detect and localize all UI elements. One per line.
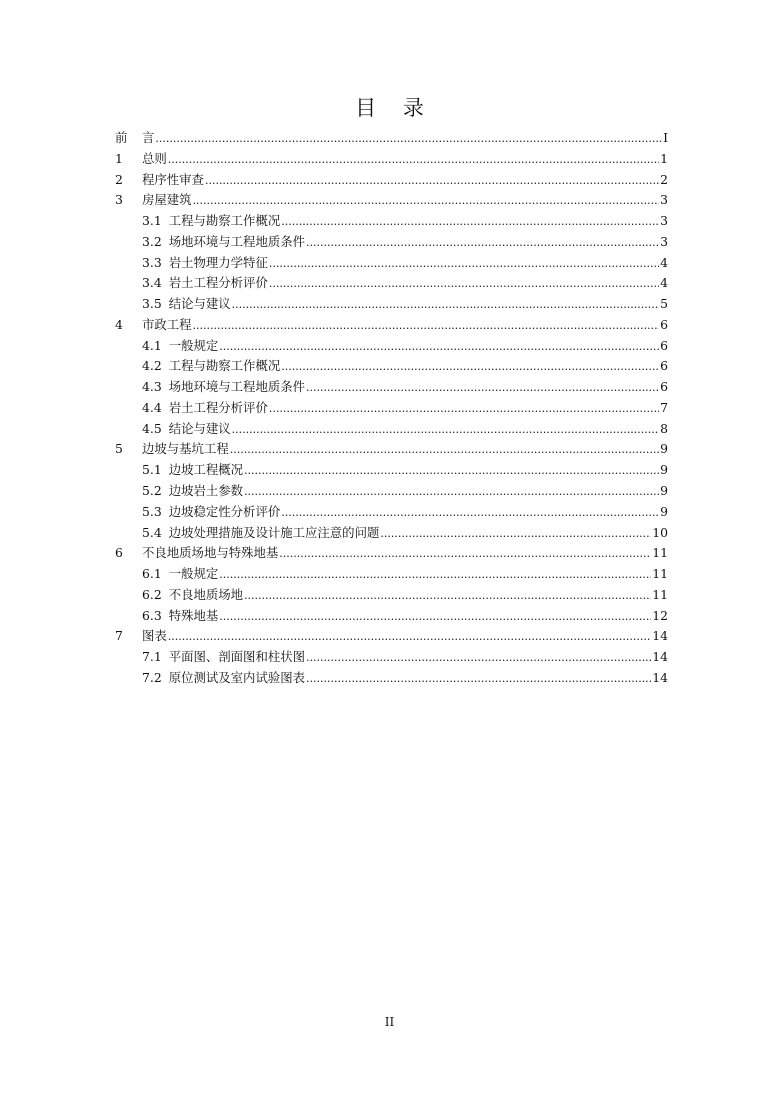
toc-entry[interactable] (115, 481, 668, 502)
toc-page-number: 10 (652, 524, 668, 540)
toc-label-text: 工程与勘察工作概况 (168, 213, 281, 229)
toc-section-number: 4.3 (142, 379, 162, 395)
toc-leader-dots (244, 585, 651, 607)
toc-section-number: 3.3 (142, 254, 162, 270)
toc-leader-dots (279, 543, 651, 565)
toc-label: 房屋建筑 (142, 192, 192, 208)
toc-entry[interactable] (115, 356, 668, 377)
toc-label: 程序性审查 (142, 171, 204, 187)
toc-section-number: 4.5 (142, 420, 162, 436)
toc-label-text: 不良地质场地 (168, 586, 244, 602)
toc-entry[interactable] (115, 647, 668, 668)
toc-page-number: 14 (652, 649, 668, 665)
toc-section-number: 6.3 (142, 607, 162, 623)
toc-top-number: 2 (115, 171, 123, 187)
toc-section-number: 6.2 (142, 586, 162, 602)
toc-label (142, 481, 243, 502)
toc-section-number: 3.4 (142, 275, 162, 291)
toc-entry[interactable] (115, 543, 668, 564)
toc-label (142, 502, 280, 523)
toc-section-number: 5.2 (142, 483, 162, 499)
toc-label-text: 岩土工程分析评价 (168, 399, 268, 415)
toc-entry[interactable] (115, 253, 668, 274)
toc-leader-dots (244, 481, 659, 503)
toc-entry[interactable] (115, 190, 668, 211)
toc-label (142, 253, 268, 274)
toc-entry[interactable] (115, 315, 668, 336)
toc-section-number: 4.1 (142, 337, 162, 353)
toc-section-number: 5.1 (142, 462, 162, 478)
toc-leader-dots (193, 315, 660, 337)
toc-leader-dots (306, 647, 651, 669)
toc-leader-dots (306, 232, 659, 254)
toc-leader-dots (219, 336, 659, 358)
toc-page-number: 3 (660, 233, 668, 249)
toc-label (142, 211, 280, 232)
toc-label: 边坡与基坑工程 (142, 441, 229, 457)
toc-leader-dots (281, 211, 659, 233)
toc-entry[interactable] (115, 377, 668, 398)
toc-top-number: 前 (115, 130, 128, 145)
toc-top-number: 6 (115, 545, 123, 561)
toc-page-number: 11 (652, 586, 668, 602)
toc-top-number: 7 (115, 628, 123, 644)
toc-page-number: 2 (660, 171, 668, 187)
toc-section-number: 5.4 (142, 524, 162, 540)
toc-page-number: 12 (652, 607, 668, 623)
toc-page-number: 4 (660, 275, 668, 291)
toc-page-number: 6 (660, 379, 668, 395)
toc-page-number: 6 (660, 358, 668, 374)
toc-label-text: 结论与建议 (168, 420, 231, 436)
toc-label (142, 564, 218, 585)
toc-section-number: 4.2 (142, 358, 162, 374)
toc-label-text: 边坡岩土参数 (168, 483, 244, 499)
toc-page-number: 1 (660, 150, 668, 166)
toc-label-text: 一般规定 (168, 337, 219, 353)
toc-page-number: 9 (660, 441, 668, 457)
toc-page-number: 6 (660, 337, 668, 353)
table-of-contents (115, 128, 668, 689)
toc-leader-dots (219, 606, 651, 628)
toc-entry[interactable] (115, 398, 668, 419)
toc-leader-dots (155, 128, 662, 150)
toc-section-number: 4.4 (142, 399, 162, 415)
toc-entry[interactable] (115, 439, 668, 460)
toc-entry[interactable] (115, 585, 668, 606)
toc-leader-dots (281, 502, 659, 524)
toc-section-number: 7.1 (142, 649, 162, 665)
toc-label-text: 结论与建议 (168, 296, 231, 312)
toc-label (142, 294, 231, 315)
toc-label-text: 岩土物理力学特征 (168, 254, 268, 270)
toc-section-number: 7.2 (142, 669, 162, 685)
toc-section-number: 3.5 (142, 296, 162, 312)
toc-entry[interactable] (115, 273, 668, 294)
toc-label: 不良地质场地与特殊地基 (142, 545, 279, 561)
toc-entry[interactable] (115, 128, 668, 149)
toc-label-text: 特殊地基 (168, 607, 219, 623)
toc-entry[interactable] (115, 211, 668, 232)
toc-entry[interactable] (115, 336, 668, 357)
toc-leader-dots (269, 398, 659, 420)
toc-label: 市政工程 (142, 316, 192, 332)
toc-section-number: 5.3 (142, 503, 162, 519)
toc-label-text: 场地环境与工程地质条件 (168, 379, 306, 395)
toc-label-text: 边坡处理措施及设计施工应注意的问题 (168, 524, 380, 540)
toc-page-number: 11 (652, 545, 668, 561)
toc-page-number: 9 (660, 462, 668, 478)
toc-label-text: 边坡稳定性分析评价 (168, 503, 281, 519)
toc-label-text: 场地环境与工程地质条件 (168, 233, 306, 249)
toc-leader-dots (168, 626, 651, 648)
toc-label (142, 232, 305, 253)
toc-label (142, 336, 218, 357)
toc-label (142, 647, 305, 668)
toc-section-number: 6.1 (142, 566, 162, 582)
toc-label: 总则 (142, 150, 167, 166)
toc-label-text: 原位测试及室内试验图表 (168, 669, 306, 685)
toc-page-number: 9 (660, 483, 668, 499)
toc-page-number: 8 (660, 420, 668, 436)
toc-label: 言 (142, 130, 155, 145)
toc-page-number: I (663, 130, 668, 145)
toc-leader-dots (230, 439, 659, 461)
toc-entry[interactable] (115, 502, 668, 523)
toc-page-number: 3 (660, 213, 668, 229)
toc-page-number: 5 (660, 296, 668, 312)
toc-leader-dots (269, 253, 659, 275)
toc-page-number: 3 (660, 192, 668, 208)
toc-page-number: 6 (660, 316, 668, 332)
toc-top-number: 1 (115, 150, 123, 166)
toc-leader-dots (281, 356, 659, 378)
toc-entry[interactable] (115, 170, 668, 191)
toc-top-number: 4 (115, 316, 123, 332)
toc-label-text: 岩土工程分析评价 (168, 275, 268, 291)
toc-leader-dots (232, 419, 659, 441)
toc-entry[interactable] (115, 294, 668, 315)
toc-leader-dots (219, 564, 651, 586)
toc-leader-dots (306, 377, 659, 399)
page-number: II (384, 1015, 395, 1029)
toc-entry[interactable] (115, 606, 668, 627)
toc-label-text: 平面图、剖面图和柱状图 (168, 649, 306, 665)
page-title: 目 录 (355, 96, 434, 120)
toc-entry[interactable] (115, 232, 668, 253)
toc-entry[interactable] (115, 564, 668, 585)
toc-label-text: 工程与勘察工作概况 (168, 358, 281, 374)
toc-leader-dots (269, 273, 659, 295)
toc-entry[interactable] (115, 419, 668, 440)
toc-label (142, 419, 231, 440)
toc-page-number: 11 (652, 566, 668, 582)
toc-entry[interactable] (115, 460, 668, 481)
toc-page-number: 7 (660, 399, 668, 415)
toc-leader-dots (232, 294, 659, 316)
toc-entry[interactable] (115, 149, 668, 170)
toc-page-number: 4 (660, 254, 668, 270)
toc-page-number: 14 (652, 628, 668, 644)
toc-top-number: 5 (115, 441, 123, 457)
toc-label (142, 356, 280, 377)
toc-page-number: 14 (652, 669, 668, 685)
toc-leader-dots (244, 460, 659, 482)
toc-label (142, 398, 268, 419)
toc-leader-dots (306, 668, 651, 690)
toc-leader-dots (205, 170, 659, 192)
toc-page-number: 9 (660, 503, 668, 519)
toc-label (142, 273, 268, 294)
toc-top-number: 3 (115, 192, 123, 208)
toc-leader-dots (193, 190, 660, 212)
toc-leader-dots (168, 149, 659, 171)
toc-label-text: 边坡工程概况 (168, 462, 244, 478)
toc-label (142, 377, 305, 398)
toc-entry[interactable] (115, 523, 668, 544)
toc-label: 图表 (142, 628, 167, 644)
toc-label-text: 一般规定 (168, 566, 219, 582)
toc-label (142, 585, 243, 606)
toc-label (142, 606, 218, 627)
toc-entry[interactable] (115, 668, 668, 689)
toc-leader-dots (380, 523, 651, 545)
toc-label (142, 668, 305, 689)
toc-label (142, 460, 243, 481)
toc-section-number: 3.1 (142, 213, 162, 229)
toc-section-number: 3.2 (142, 233, 162, 249)
toc-entry[interactable] (115, 626, 668, 647)
toc-label (142, 523, 379, 544)
